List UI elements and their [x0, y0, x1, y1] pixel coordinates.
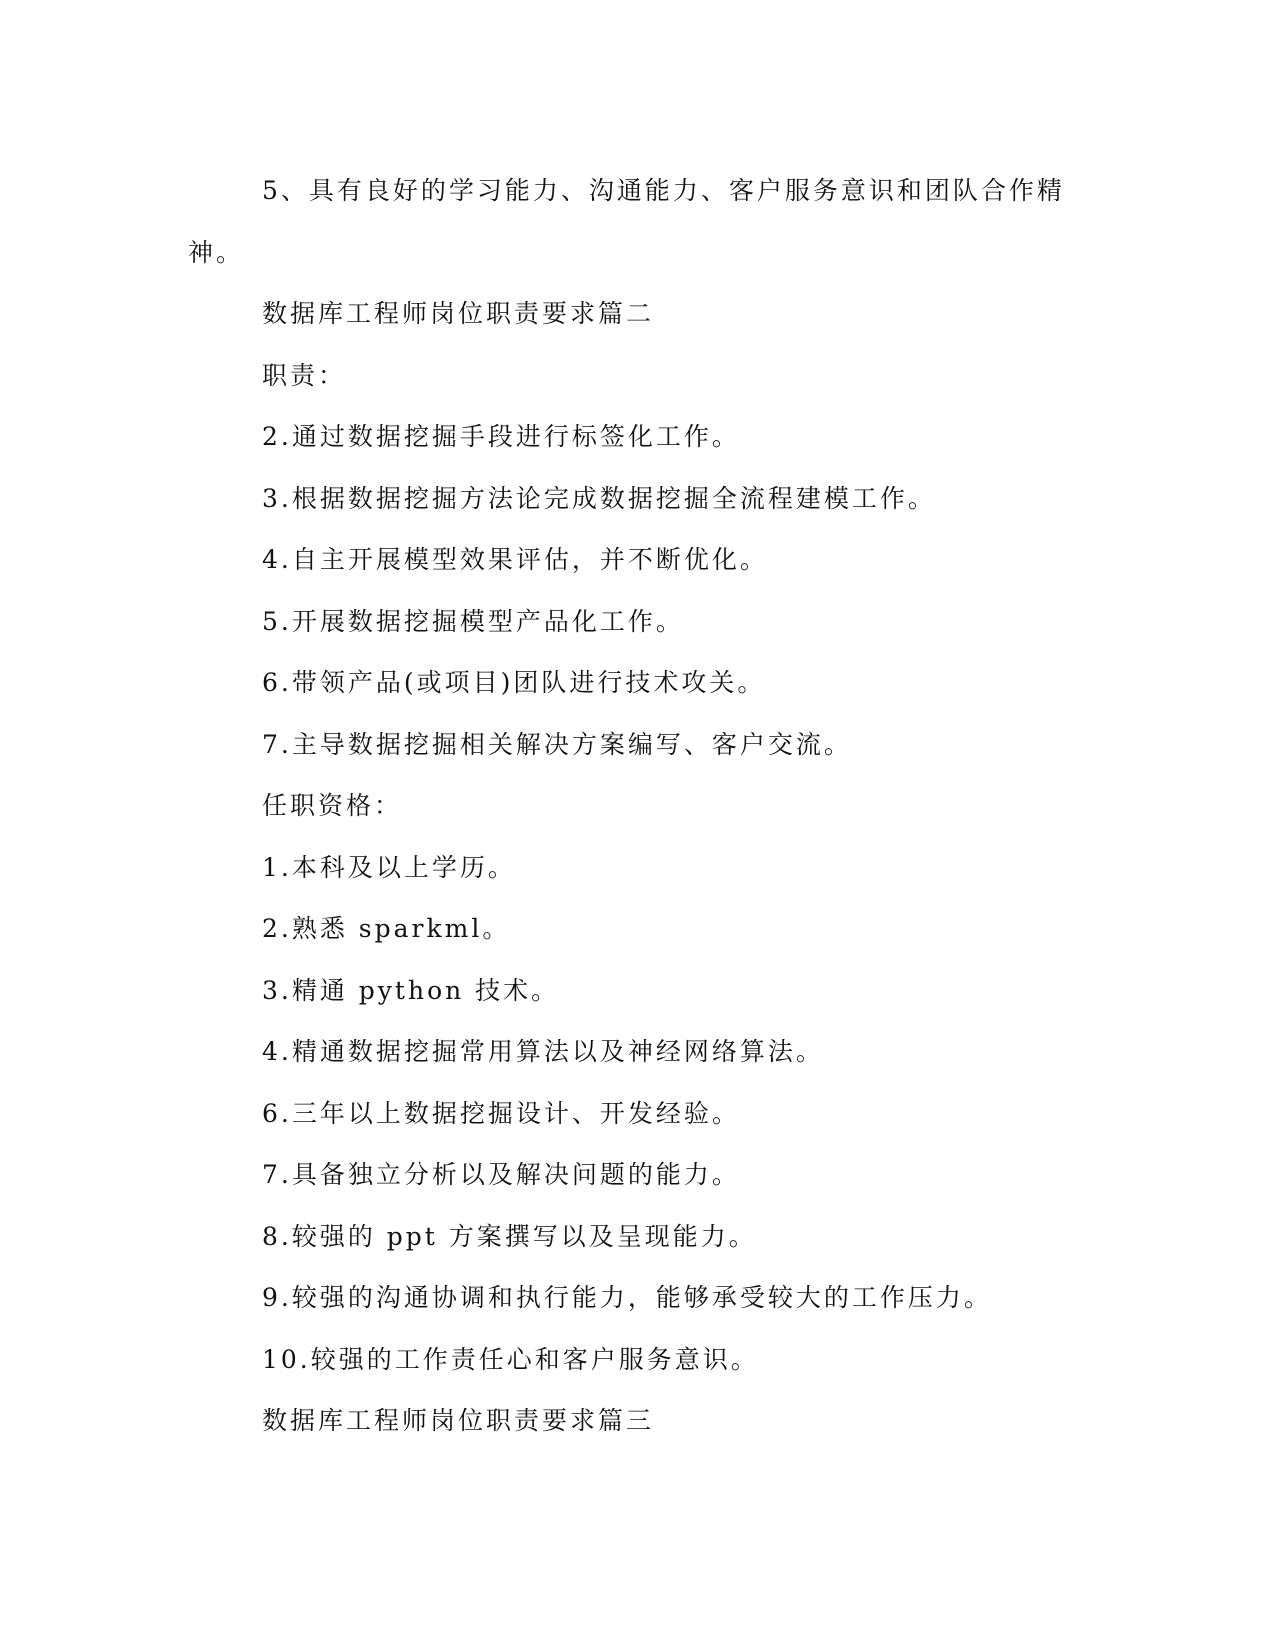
qualification-item-6: 6.三年以上数据挖掘设计、开发经验。	[262, 1098, 740, 1128]
qualifications-heading: 任职资格：	[262, 791, 403, 820]
duty-item-2: 2.通过数据挖掘手段进行标签化工作。	[262, 422, 740, 451]
qualification-item-1: 1.本科及以上学历。	[262, 852, 516, 882]
qualification-item-8: 8.较强的 ppt 方案撰写以及呈现能力。	[262, 1221, 757, 1251]
section-heading-part-three: 数据库工程师岗位职责要求篇三	[262, 1406, 655, 1435]
qualification-item-10: 10.较强的工作责任心和客户服务意识。	[262, 1344, 759, 1374]
paragraph-requirement-5: 5、具有良好的学习能力、沟通能力、客户服务意识和团队合作精神。	[188, 176, 1065, 267]
duty-item-4: 4.自主开展模型效果评估，并不断优化。	[262, 545, 768, 574]
duty-item-5: 5.开展数据挖掘模型产品化工作。	[262, 606, 684, 636]
duty-item-6: 6.带领产品(或项目)团队进行技术攻关。	[262, 668, 766, 697]
duties-heading: 职责：	[262, 360, 347, 390]
qualification-item-9: 9.较强的沟通协调和执行能力，能够承受较大的工作压力。	[262, 1283, 992, 1312]
duty-item-3: 3.根据数据挖掘方法论完成数据挖掘全流程建模工作。	[262, 483, 936, 513]
duty-item-7: 7.主导数据挖掘相关解决方案编写、客户交流。	[262, 729, 852, 759]
document-body	[188, 160, 1068, 1452]
qualification-item-4: 4.精通数据挖掘常用算法以及神经网络算法。	[262, 1037, 824, 1066]
qualification-item-2: 2.熟悉 sparkml。	[262, 914, 511, 943]
section-heading-part-two: 数据库工程师岗位职责要求篇二	[262, 299, 655, 328]
qualification-item-7: 7.具备独立分析以及解决问题的能力。	[262, 1160, 740, 1189]
qualification-item-3: 3.精通 python 技术。	[262, 975, 560, 1005]
